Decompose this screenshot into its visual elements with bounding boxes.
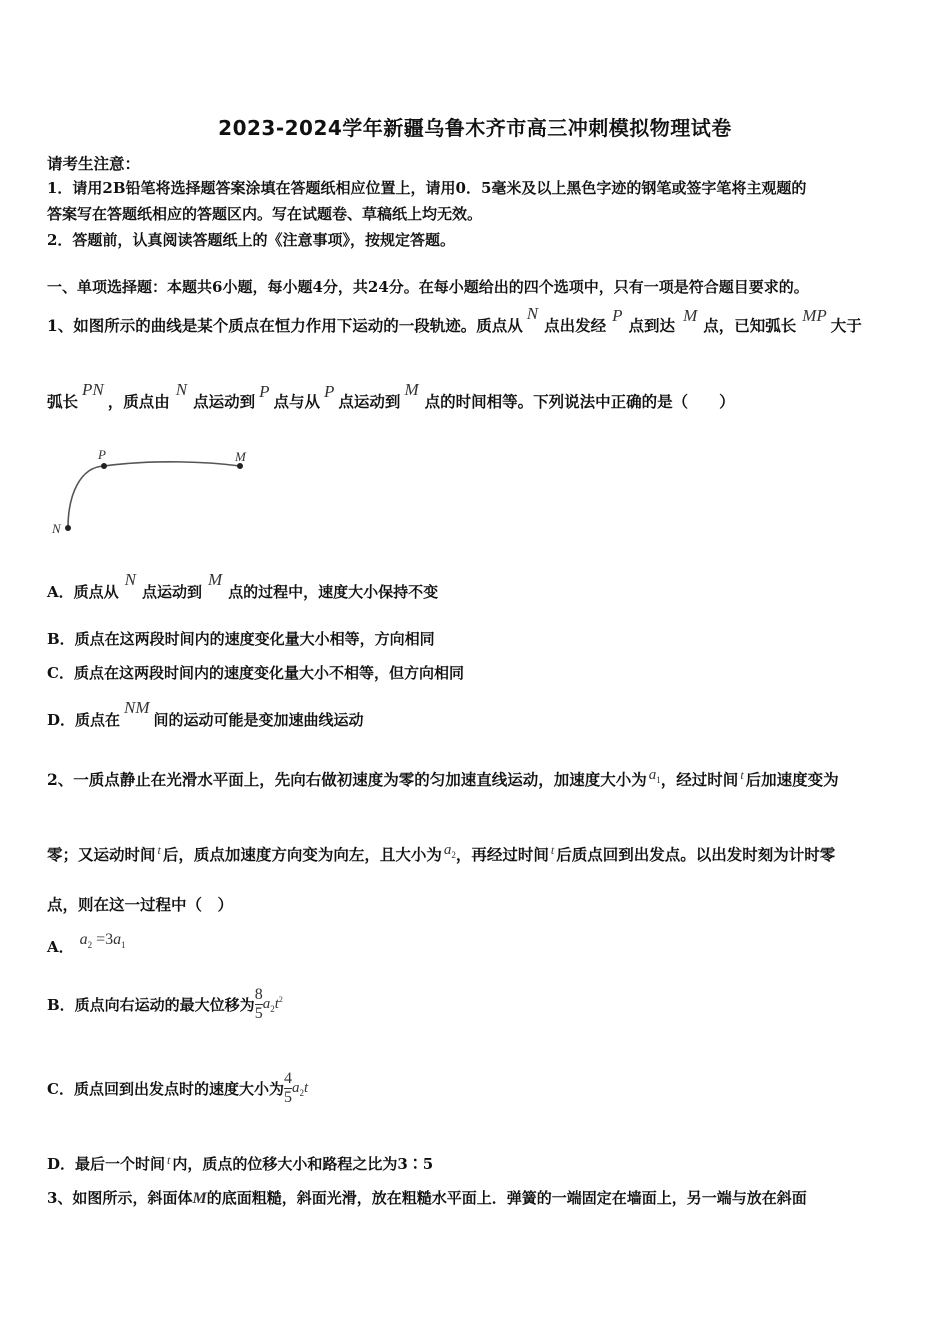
var-M: M [208, 570, 223, 589]
var-P: P [324, 382, 335, 401]
q2-option-c [47, 1070, 308, 1107]
text: 后加速度变为 [745, 770, 839, 789]
text: A．质点从 [47, 583, 119, 601]
var-MP: MP [802, 306, 827, 325]
denominator: 5 [283, 1089, 292, 1106]
notice-line2: 答案写在答题纸相应的答题区内。写在试题卷、草稿纸上均无效。 [47, 205, 483, 223]
var-a: a [262, 996, 271, 1012]
var-t: t [740, 768, 744, 782]
text: 零；又运动时间 [47, 845, 156, 864]
text: 内，质点的位移大小和路程之比为3∶5 [172, 1155, 434, 1173]
equals-three: =3 [96, 931, 114, 948]
subscript: 2 [451, 850, 456, 860]
var-N: N [124, 570, 136, 589]
var-a: a [291, 1079, 300, 1096]
text: D．质点在 [47, 711, 121, 729]
text: 的底面粗糙，斜面光滑，放在粗糙水平面上．弹簧的一端固定在墙面上，另一端与放在斜面 [206, 1189, 807, 1207]
var-P: P [259, 382, 270, 401]
fraction-8-5 [255, 986, 263, 1023]
q1-option-c: C．质点在这两段时间内的速度变化量大小不相等，但方向相同 [47, 664, 464, 682]
subscript: 1 [656, 775, 661, 785]
text: ，经过时间 [660, 770, 739, 789]
q1-option-d [47, 698, 364, 730]
text: 点的过程中，速度大小保持不变 [228, 583, 439, 601]
label-N: N [52, 521, 61, 536]
text: D．最后一个时间 [47, 1155, 166, 1173]
trajectory-curve [68, 462, 240, 528]
text: 后质点回到出发点。以出发时刻为计时零 [556, 845, 836, 864]
denominator: 5 [254, 1005, 263, 1022]
q2-stem-line1 [47, 768, 839, 791]
notice-line3: 2．答题前，认真阅读答题纸上的《注意事项》，按规定答题。 [47, 231, 455, 249]
q1-stem-line2 [47, 380, 735, 412]
subscript: 2 [299, 1087, 304, 1098]
var-t: t [274, 996, 279, 1012]
section1-heading: 一、单项选择题：本题共6小题，每小题4分，共24分。在每小题给出的四个选项中，只有一项是符合题目要求的。 [47, 278, 809, 296]
subscript: 2 [270, 1004, 275, 1014]
text: 间的运动可能是变加速曲线运动 [153, 711, 364, 729]
text: 点运动到 [338, 392, 401, 411]
var-PN: PN [82, 380, 104, 399]
text: 点运动到 [193, 392, 256, 411]
text: ，质点由 [107, 392, 170, 411]
formula-a2t [292, 1080, 308, 1096]
superscript: 2 [278, 995, 283, 1004]
q2-stem-line3: 点，则在这一过程中（ ） [47, 895, 234, 914]
text: 1、如图所示的曲线是某个质点在恒力作用下运动的一段轨迹。质点从 [47, 316, 523, 335]
notice-line1: 1．请用2B铅笔将选择题答案涂填在答题纸相应位置上，请用0．5毫米及以上黑色字迹的钢笔或签字笔将主观题的 [47, 179, 807, 197]
var-M: M [683, 306, 698, 325]
var-t: t [550, 843, 555, 857]
var-N: N [175, 380, 188, 399]
text: C．质点回到出发点时的速度大小为 [47, 1080, 284, 1098]
text: A． [47, 938, 74, 956]
text: 点出发经 [544, 316, 607, 335]
var-a: a [648, 767, 657, 783]
var-P: P [612, 306, 623, 325]
q2-option-a [47, 931, 126, 958]
q3-stem-line1 [47, 1187, 807, 1208]
subscript: 1 [121, 940, 126, 951]
var-a1 [649, 767, 661, 783]
q1-stem-line1 [47, 304, 862, 336]
numerator: 8 [254, 986, 263, 1003]
q2-option-b [47, 986, 283, 1023]
point-N [65, 525, 71, 531]
text: 点的时间相等。下列说法中正确的是（ ） [424, 392, 735, 411]
numerator: 4 [283, 1070, 292, 1087]
q1-option-a [47, 570, 439, 602]
notice-heading: 请考生注意： [47, 154, 141, 173]
text: 后，质点加速度方向变为向左，且大小为 [162, 845, 442, 864]
q1-option-b: B．质点在这两段时间内的速度变化量大小相等，方向相同 [47, 630, 435, 648]
q2-stem-line2 [47, 843, 835, 866]
var-a2 [444, 842, 456, 858]
text: 点运动到 [141, 583, 202, 601]
var-N: N [526, 304, 539, 323]
var-NM: NM [124, 698, 150, 717]
text: 弧长 [47, 392, 79, 411]
q2-option-d [47, 1153, 433, 1174]
var-t: t [157, 843, 161, 857]
text: 2、一质点静止在光滑水平面上，先向右做初速度为零的匀加速直线运动，加速度大小为 [47, 770, 647, 789]
var-t: t [167, 1153, 171, 1167]
subscript: 2 [87, 940, 93, 951]
text: ，再经过时间 [455, 845, 549, 864]
label-P: P [98, 447, 106, 462]
var-a: a [113, 931, 122, 948]
text: 点与从 [273, 392, 321, 411]
var-a: a [443, 842, 452, 858]
text: 3、如图所示，斜面体 [47, 1189, 193, 1207]
page-title: 2023-2024学年新疆乌鲁木齐市高三冲刺模拟物理试卷 [218, 116, 732, 140]
trajectory-figure [45, 445, 260, 540]
var-M: M [404, 380, 419, 399]
formula-a2t2 [263, 996, 283, 1012]
text: 点，已知弧长 [703, 316, 797, 335]
var-t: t [303, 1079, 309, 1096]
var-M: M [192, 1190, 207, 1207]
formula-a [79, 931, 126, 951]
var-a: a [79, 931, 88, 948]
point-P [101, 463, 107, 469]
fraction-4-5 [284, 1070, 292, 1107]
text: B．质点向右运动的最大位移为 [47, 996, 255, 1014]
text: 大于 [830, 316, 862, 335]
label-M: M [235, 449, 246, 464]
text: 点到达 [628, 316, 676, 335]
